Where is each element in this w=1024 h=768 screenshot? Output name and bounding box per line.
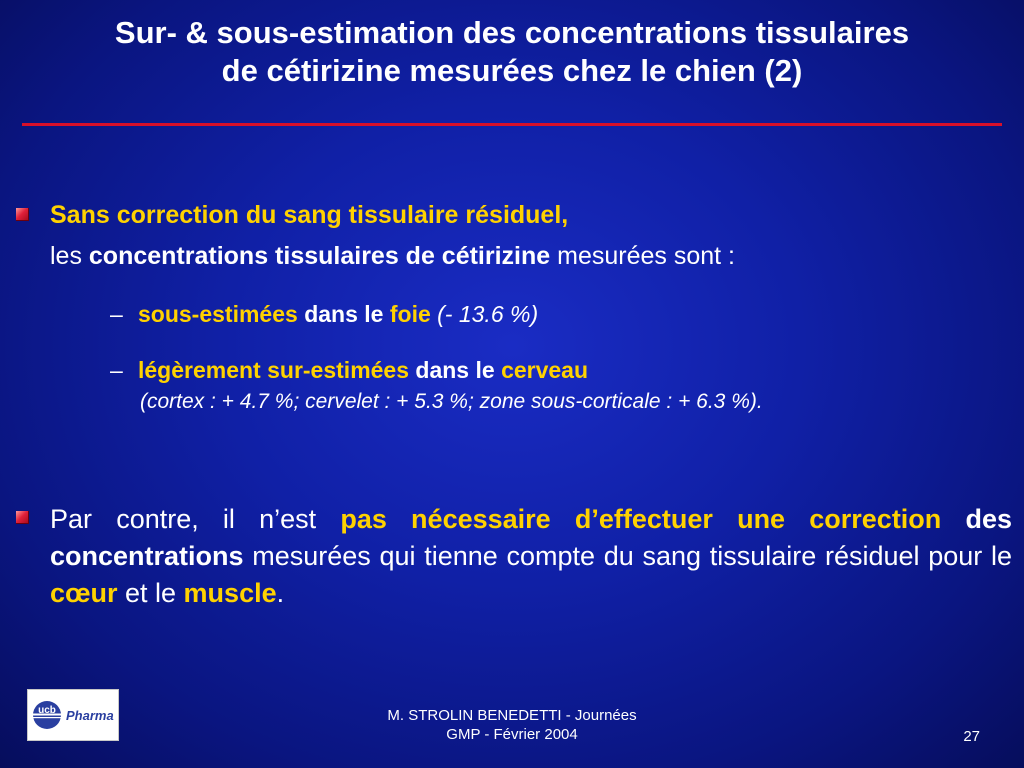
text-pas-necessaire: pas nécessaire d’effectuer une correction — [340, 504, 942, 534]
text-legerement-sur-estimees: légèrement sur-estimées — [138, 357, 410, 383]
text-des-concentrations: des concentrations — [50, 504, 1013, 571]
sub-item-cerveau — [110, 354, 588, 386]
text-mesurees-qui-tienne: mesurées qui tienne compte du sang tissulaire résiduel pour le — [243, 541, 1012, 571]
title-divider — [22, 123, 1002, 126]
text-cerveau: cerveau — [501, 357, 589, 383]
text-coeur: cœur — [50, 578, 118, 608]
text-period: . — [276, 578, 285, 608]
text-par-contre: Par contre, il n’est — [50, 504, 341, 534]
title-line-2: de cétirizine mesurées chez le chien (2) — [221, 53, 803, 88]
bullet-square-icon — [16, 208, 29, 221]
text-foie: foie — [389, 301, 431, 327]
text-sang-tissulaire: du sang tissulaire résiduel — [238, 201, 562, 229]
sub-item-foie — [110, 298, 538, 330]
footer-line-2: GMP - Février 2004 — [446, 726, 578, 743]
text-sous-estimees: sous-estimées — [138, 301, 298, 327]
ucb-pharma-logo — [27, 689, 119, 741]
text-sans-correction: Sans correction — [50, 201, 239, 229]
dash-1: – — [110, 301, 123, 327]
bullet-1-line-1 — [50, 198, 568, 232]
bullet-square-icon — [16, 511, 29, 524]
text-et-le: et le — [117, 578, 184, 608]
text-foie-percent: (- 13.6 %) — [430, 301, 539, 327]
ucb-logo-icon — [28, 690, 118, 740]
text-mesurees-sont: mesurées sont : — [550, 242, 735, 270]
text-muscle: muscle — [183, 578, 277, 608]
footer-line-1: M. STROLIN BENEDETTI - Journées — [387, 707, 637, 724]
page-number: 27 — [963, 728, 980, 745]
bullet-2-paragraph — [50, 501, 1012, 612]
logo-pharma-text: Pharma — [66, 708, 114, 723]
dash-2: – — [110, 357, 123, 383]
title-line-1: Sur- & sous-estimation des concentrations tissulaires — [114, 15, 910, 50]
text-comma: , — [561, 201, 569, 229]
text-dans-le-1: dans le — [297, 301, 390, 327]
bullet-1-line-2 — [50, 239, 735, 273]
text-dans-le-2: dans le — [409, 357, 502, 383]
text-les: les — [50, 242, 89, 270]
slide-title — [0, 14, 1024, 90]
logo-brand: ucb — [38, 705, 56, 716]
text-concentrations-cetirizine: concentrations tissulaires de cétirizine — [88, 242, 551, 270]
footer-credit — [330, 706, 694, 744]
sub-item-cerveau-detail: (cortex : + 4.7 %; cervelet : + 5.3 %; zone sous-corticale : + 6.3 %). — [140, 390, 763, 413]
